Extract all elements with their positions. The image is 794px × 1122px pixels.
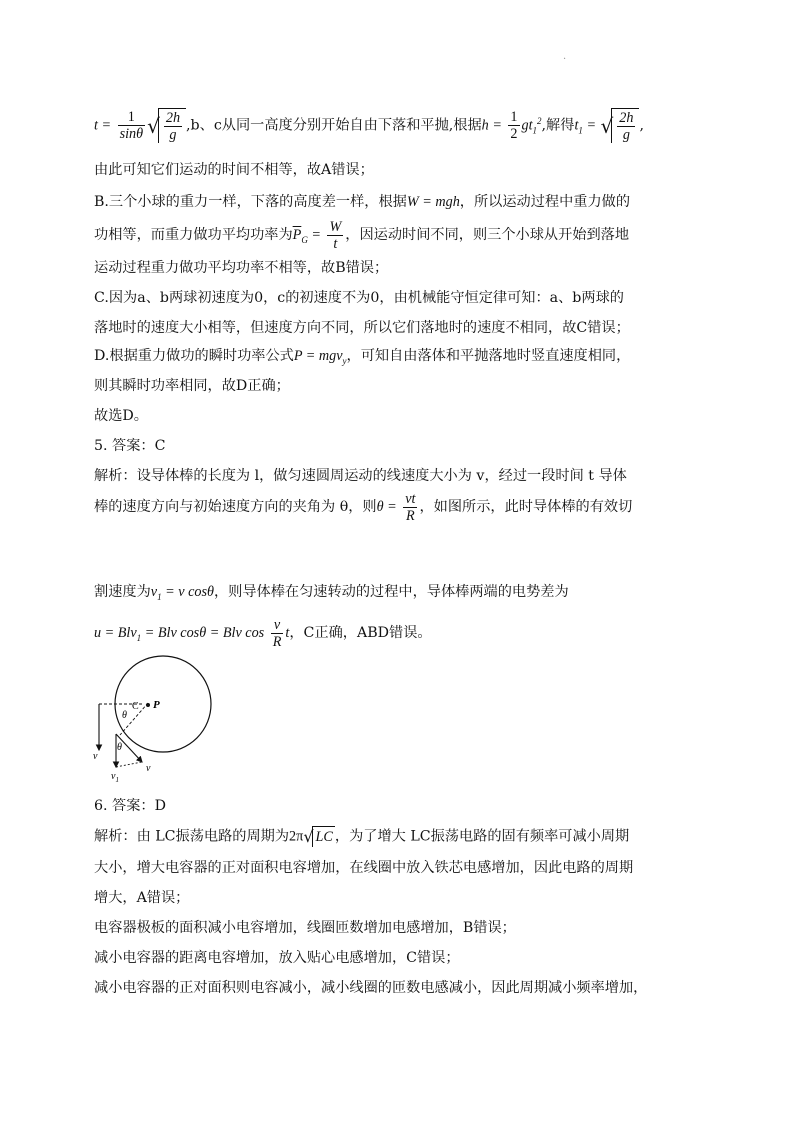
line-5: 运动过程重力做功平均功率不相等，故B错误； <box>94 260 389 276</box>
line-20: 电容器极板的面积减小电容增加，线圈匝数增加电感增加，B错误； <box>94 920 516 936</box>
line-7: 落地时的速度大小相等，但速度方向不同，所以它们落地时的速度不相同，故C错误； <box>94 320 630 336</box>
line-9: 则其瞬时功率相同，故D正确； <box>94 378 290 394</box>
corner-dot: · <box>563 54 567 65</box>
line-4: 功相等，而重力做功平均功率为$\overline{P}_G$ = $\frac{W}{t}$ ，因运动时间不同，则三个小球从开始到落地 <box>94 218 630 252</box>
line-13: 棒的速度方向与初始速度方向的夹角为 θ，则θ = $\frac{vt}{R}$ ，如图所示，此时导体棒的有效切 <box>94 490 633 524</box>
point-P <box>146 703 150 707</box>
projection-dashed <box>116 762 142 767</box>
label-v-left: v <box>93 751 98 762</box>
line-8: D.根据重力做功的瞬时功率公式P = mgv$_y$，可知自由落体和平抛落地时竖直速度相同， <box>94 348 631 366</box>
label-v1: $v_1$ <box>111 771 119 784</box>
line-16-answer-6: 6. 答案：D <box>94 798 166 814</box>
line-18: 大小，增大电容器的正对面积电容增加，在线圈中放入铁芯电感增加，因此电路的周期 <box>94 860 634 876</box>
fraction-vt-over-R: $\frac{vt}{R}$ <box>405 490 416 524</box>
line-21: 减小电容器的距离电容增加，放入贴心电感增加，C错误； <box>94 950 460 966</box>
line-6: C.因为a、b两球初速度为0，c的初速度不为0，由机械能守恒定律可知：a、b两球的 <box>94 290 624 306</box>
line-1: t = $\frac{1}{\sin\theta}$ √ $\frac{2h}{g}$ ,b、c从同一高度分别开始自由下落和平抛,根据h = $\frac{1}{2}$ $gt_1^2$,解得$t_1$ = √ $\frac{2h}{g}$ , <box>94 109 644 143</box>
line-17: 解析：由 LC振荡电路的周期为2π√ LC ，为了增大 LC振荡电路的固有频率可减小周期 <box>94 827 630 846</box>
line-11-answer-5: 5. 答案：C <box>94 438 166 454</box>
formula-t: t = <box>94 117 112 134</box>
label-C: C <box>132 701 139 712</box>
label-theta-top: θ <box>122 710 127 721</box>
sqrt-LC: √ LC <box>303 827 333 846</box>
circle-rod-diagram <box>92 655 222 785</box>
line-22: 减小电容器的正对面积则电容减小，减小线圈的匝数电感减小，因此周期减小频率增加， <box>94 980 648 996</box>
label-v-right: v <box>146 763 151 774</box>
fraction-W-over-t: $\frac{W}{t}$ <box>329 218 342 252</box>
line-19: 增大，A错误； <box>94 890 190 906</box>
fraction-half: $\frac{1}{2}$ <box>510 109 518 143</box>
fraction-one-over-sin: $\frac{1}{\sin\theta}$ <box>119 109 144 143</box>
fraction-v-over-R: $\frac{v}{R}$ <box>272 616 282 650</box>
line-14: 割速度为$v_1 = v$ cosθ，则导体棒在匀速转动的过程中，导体棒两端的电势差为 <box>94 584 569 602</box>
sqrt-2h-over-g: √ $\frac{2h}{g}$ <box>147 108 186 143</box>
line-12: 解析：设导体棒的长度为 l，做匀速圆周运动的线速度大小为 v，经过一段时间 t 导体 <box>94 468 627 484</box>
sqrt-2h-over-g-2: √ $\frac{2h}{g}$ <box>601 108 640 143</box>
line-15: u = Blv$_1$ = Blv cosθ = Blv cos $\frac{v}{R}$ t，C正确，ABD错误。 <box>94 616 432 650</box>
label-theta-bottom: θ <box>117 742 122 753</box>
label-P: P <box>153 699 160 711</box>
line-2: 由此可知它们运动的时间不相等，故A错误； <box>94 162 374 178</box>
line-3: B.三个小球的重力一样，下落的高度差一样，根据W = mgh，所以运动过程中重力做的 <box>94 194 631 210</box>
line-10: 故选D。 <box>94 408 148 424</box>
